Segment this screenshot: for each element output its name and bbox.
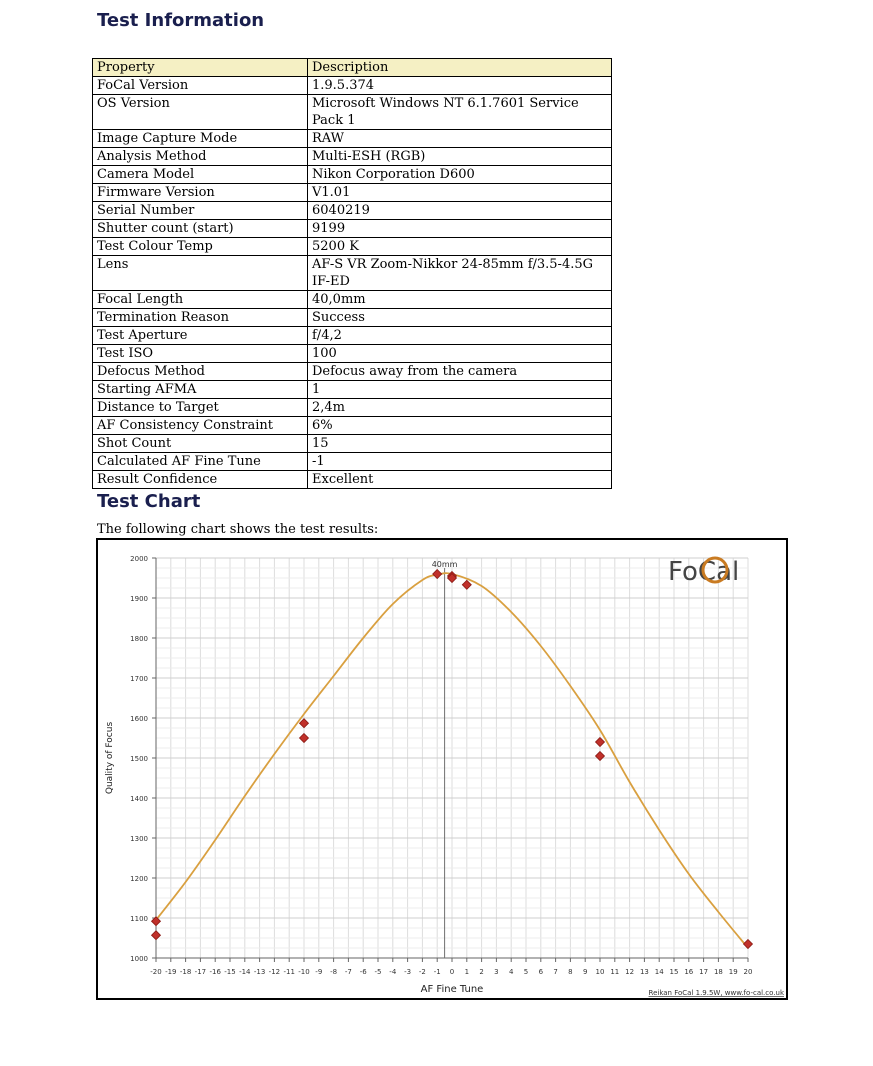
x-tick-label: 1: [464, 968, 470, 976]
column-header-property: Property: [93, 59, 308, 77]
table-row: [93, 166, 612, 184]
x-tick-label: -1: [433, 968, 441, 976]
property-cell: Result Confidence: [93, 471, 308, 489]
section-heading-test-chart: Test Chart: [97, 491, 201, 512]
x-tick-label: -8: [330, 968, 338, 976]
property-cell: Defocus Method: [93, 363, 308, 381]
x-tick-label: -12: [268, 968, 281, 976]
x-tick-label: 8: [568, 968, 573, 976]
x-tick-label: 18: [713, 968, 723, 976]
description-cell: V1.01: [308, 184, 612, 202]
property-cell: Test ISO: [93, 345, 308, 363]
x-tick-label: -3: [404, 968, 412, 976]
x-tick-label: 12: [625, 968, 635, 976]
description-cell: 6040219: [308, 202, 612, 220]
x-tick-label: -13: [253, 968, 266, 976]
data-point: [744, 940, 753, 949]
x-tick-label: 16: [684, 968, 694, 976]
description-cell: RAW: [308, 130, 612, 148]
description-cell: 5200 K: [308, 238, 612, 256]
description-cell: Microsoft Windows NT 6.1.7601 Service Pack 1: [308, 95, 612, 130]
x-tick-label: -2: [418, 968, 426, 976]
description-cell: 1.9.5.374: [308, 77, 612, 95]
x-tick-label: -5: [374, 968, 382, 976]
property-cell: Test Aperture: [93, 327, 308, 345]
column-header-description: Description: [308, 59, 612, 77]
y-tick-label: 1200: [130, 875, 148, 883]
x-tick-label: 2: [479, 968, 484, 976]
property-cell: Termination Reason: [93, 309, 308, 327]
table-row: [93, 309, 612, 327]
data-point: [596, 738, 605, 747]
table-row: [93, 291, 612, 309]
y-tick-label: 1000: [130, 955, 148, 963]
y-tick-label: 1600: [130, 715, 148, 723]
y-tick-label: 1500: [130, 755, 148, 763]
description-cell: 15: [308, 435, 612, 453]
x-tick-label: -10: [298, 968, 310, 976]
test-chart: [96, 538, 788, 1000]
table-header-row: [93, 59, 612, 77]
property-cell: Camera Model: [93, 166, 308, 184]
data-point: [300, 719, 309, 728]
property-cell: Shot Count: [93, 435, 308, 453]
x-tick-label: -19: [165, 968, 177, 976]
data-point: [300, 734, 309, 743]
test-chart-svg: [98, 540, 786, 998]
description-cell: 9199: [308, 220, 612, 238]
x-tick-label: -6: [359, 968, 367, 976]
x-axis-label: AF Fine Tune: [420, 984, 484, 995]
table-row: [93, 95, 612, 130]
table-row: [93, 202, 612, 220]
description-cell: 2,4m: [308, 399, 612, 417]
property-cell: AF Consistency Constraint: [93, 417, 308, 435]
property-cell: OS Version: [93, 95, 308, 130]
table-row: [93, 327, 612, 345]
x-tick-label: 4: [508, 968, 514, 976]
description-cell: 1: [308, 381, 612, 399]
property-cell: Serial Number: [93, 202, 308, 220]
chart-credit: Reikan FoCal 1.9.5W, www.fo-cal.co.uk: [648, 989, 784, 997]
focal-logo: FoCal: [668, 557, 740, 587]
data-point: [433, 570, 442, 579]
property-cell: Firmware Version: [93, 184, 308, 202]
x-tick-label: -18: [179, 968, 192, 976]
table-row: [93, 381, 612, 399]
x-tick-label: -7: [344, 968, 352, 976]
property-cell: Starting AFMA: [93, 381, 308, 399]
x-tick-label: -9: [315, 968, 323, 976]
table-row: [93, 184, 612, 202]
y-tick-label: 2000: [130, 555, 148, 563]
description-cell: Excellent: [308, 471, 612, 489]
x-tick-label: 19: [728, 968, 738, 976]
table-row: [93, 130, 612, 148]
y-tick-label: 1800: [130, 635, 148, 643]
x-tick-label: -15: [224, 968, 236, 976]
y-tick-label: 1100: [130, 915, 148, 923]
table-row: [93, 399, 612, 417]
x-tick-label: 6: [538, 968, 544, 976]
table-row: [93, 345, 612, 363]
description-cell: 6%: [308, 417, 612, 435]
table-row: [93, 256, 612, 291]
property-cell: Shutter count (start): [93, 220, 308, 238]
description-cell: AF-S VR Zoom-Nikkor 24-85mm f/3.5-4.5G IF-ED: [308, 256, 612, 291]
chart-intro-text: The following chart shows the test results:: [97, 522, 379, 537]
x-tick-label: 9: [582, 968, 588, 976]
y-tick-label: 1700: [130, 675, 148, 683]
section-heading-test-information: Test Information: [97, 10, 265, 31]
y-tick-label: 1900: [130, 595, 148, 603]
x-tick-label: 11: [610, 968, 620, 976]
description-cell: 40,0mm: [308, 291, 612, 309]
x-tick-label: 5: [523, 968, 529, 976]
description-cell: Multi-ESH (RGB): [308, 148, 612, 166]
property-cell: Lens: [93, 256, 308, 291]
x-tick-label: -16: [209, 968, 221, 976]
table-row: [93, 148, 612, 166]
x-tick-label: 10: [595, 968, 605, 976]
table-row: [93, 238, 612, 256]
property-cell: Distance to Target: [93, 399, 308, 417]
x-tick-label: 14: [654, 968, 664, 976]
y-axis-label: Quality of Focus: [105, 721, 115, 795]
x-tick-label: -20: [150, 968, 162, 976]
table-row: [93, 453, 612, 471]
x-tick-label: -11: [283, 968, 295, 976]
data-point: [596, 752, 605, 761]
x-tick-label: -14: [239, 968, 251, 976]
x-tick-label: 17: [699, 968, 709, 976]
y-tick-label: 1400: [130, 795, 148, 803]
description-cell: 100: [308, 345, 612, 363]
x-tick-label: 13: [639, 968, 649, 976]
x-tick-label: -4: [389, 968, 397, 976]
focal-length-marker-label: 40mm: [431, 560, 458, 569]
property-cell: Test Colour Temp: [93, 238, 308, 256]
table-row: [93, 417, 612, 435]
property-cell: Analysis Method: [93, 148, 308, 166]
x-tick-label: 15: [669, 968, 679, 976]
property-cell: Focal Length: [93, 291, 308, 309]
x-tick-label: 20: [743, 968, 753, 976]
table-row: [93, 220, 612, 238]
table-row: [93, 363, 612, 381]
x-tick-label: 7: [553, 968, 558, 976]
x-tick-label: 0: [449, 968, 455, 976]
property-cell: Calculated AF Fine Tune: [93, 453, 308, 471]
table-row: [93, 471, 612, 489]
description-cell: -1: [308, 453, 612, 471]
test-information-table: [92, 58, 612, 489]
property-cell: Image Capture Mode: [93, 130, 308, 148]
x-tick-label: -17: [194, 968, 207, 976]
table-row: [93, 435, 612, 453]
y-tick-label: 1300: [130, 835, 148, 843]
description-cell: Defocus away from the camera: [308, 363, 612, 381]
table-row: [93, 77, 612, 95]
x-tick-label: 3: [494, 968, 499, 976]
description-cell: f/4,2: [308, 327, 612, 345]
property-cell: FoCal Version: [93, 77, 308, 95]
description-cell: Success: [308, 309, 612, 327]
description-cell: Nikon Corporation D600: [308, 166, 612, 184]
